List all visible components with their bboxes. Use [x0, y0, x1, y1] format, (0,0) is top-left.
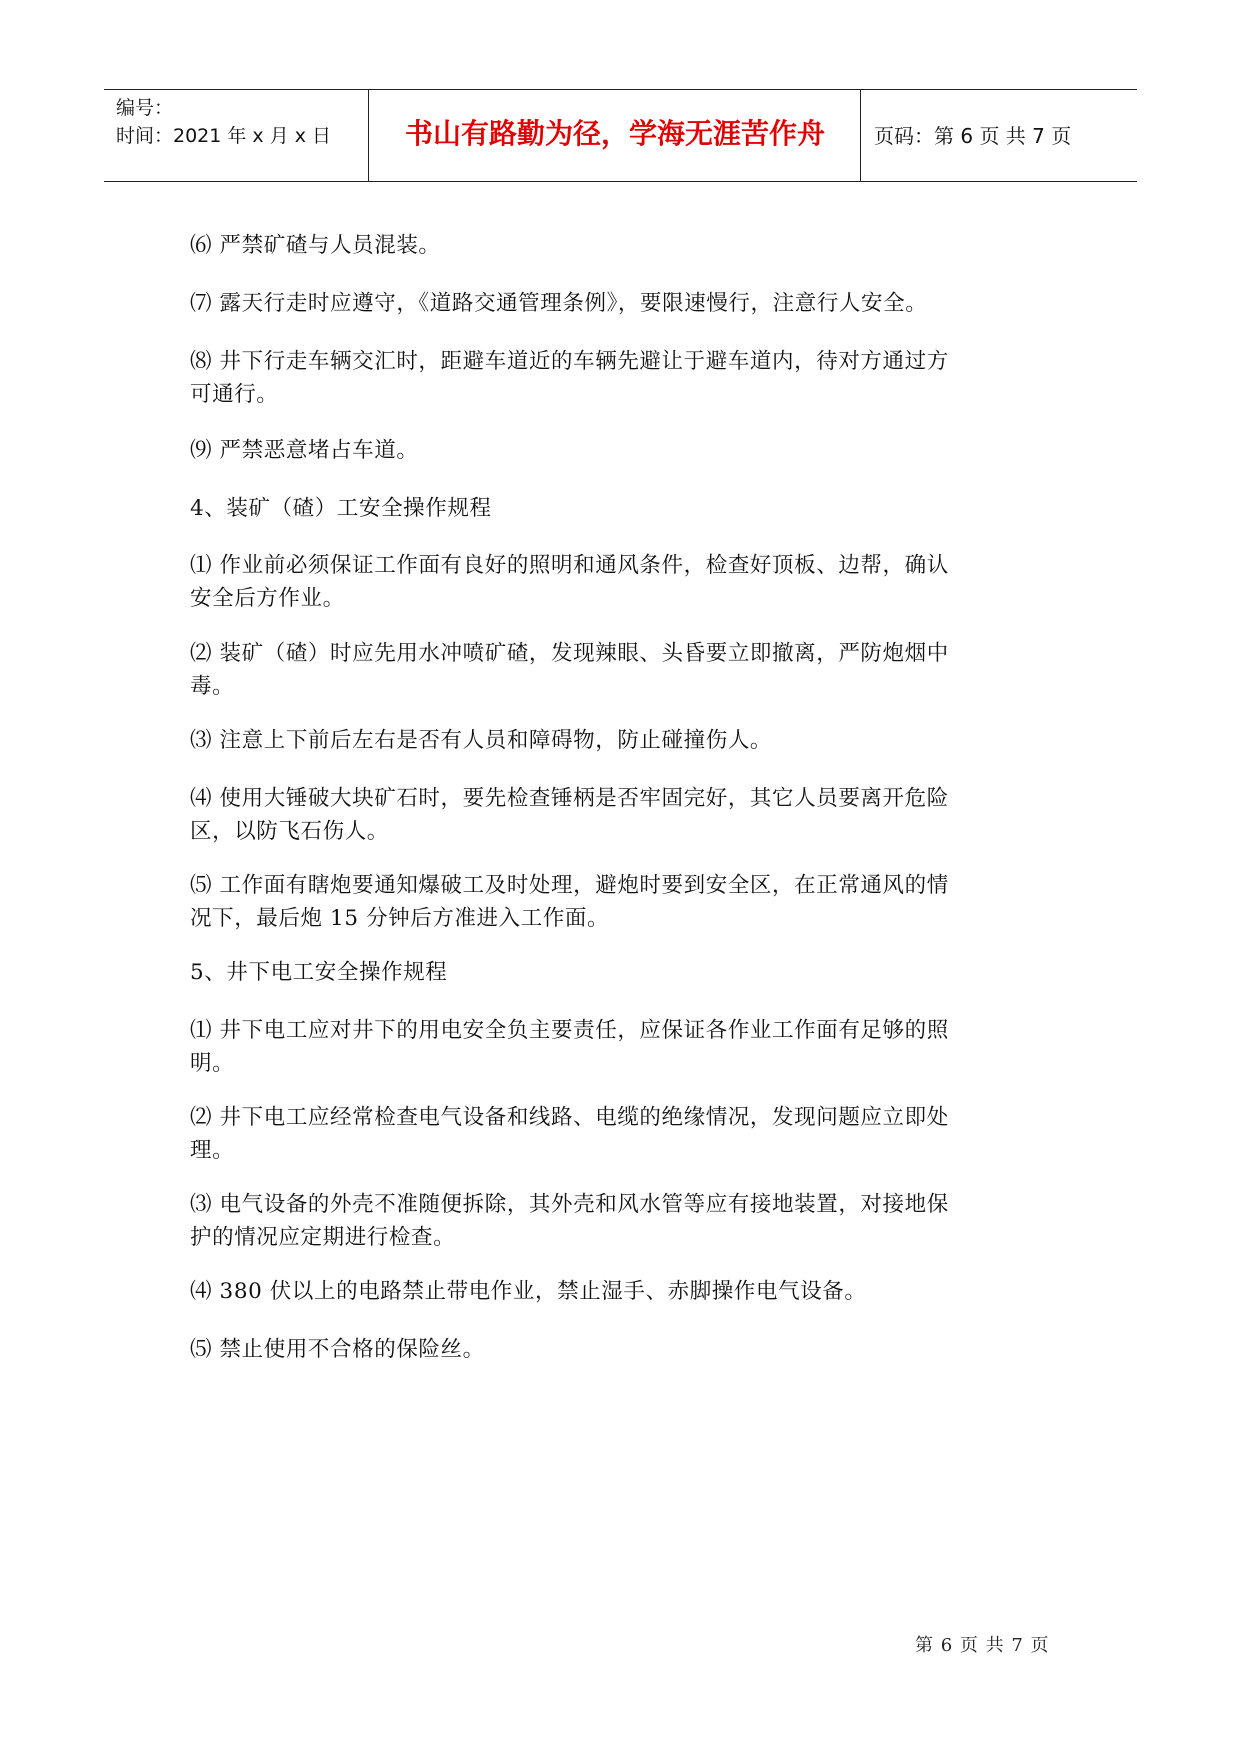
paragraph-line: 5、井下电工安全操作规程: [190, 960, 448, 985]
paragraph: [190, 434, 1060, 467]
paragraph: [190, 1333, 1060, 1366]
header-page-number: 页码：第 6 页 共 7 页: [874, 124, 1072, 148]
document-number-label: 编号：: [116, 97, 174, 119]
paragraph: [190, 229, 1060, 262]
document-time-label: 时间：2021 年 x 月 x 日: [116, 125, 332, 147]
paragraph-line: ⑺ 露天行走时应遵守，《道路交通管理条例》，要限速慢行，注意行人安全。: [190, 291, 928, 316]
section-heading: [190, 492, 1060, 525]
paragraph: [190, 1275, 1060, 1308]
paragraph: [190, 287, 1060, 320]
header-info: [116, 94, 371, 150]
paragraph-line: 护的情况应定期进行检查。: [190, 1225, 456, 1250]
paragraph-line: 可通行。: [190, 382, 279, 407]
page-header: [104, 89, 1137, 182]
paragraph-line: ⑷ 380 伏以上的电路禁止带电作业，禁止湿手、赤脚操作电气设备。: [190, 1279, 867, 1304]
paragraph-line: 安全后方作业。: [190, 586, 345, 611]
paragraph: [190, 869, 1060, 935]
paragraph: [190, 345, 1060, 411]
paragraph-line: ⑴ 作业前必须保证工作面有良好的照明和通风条件，检查好顶板、边帮，确认: [190, 553, 949, 578]
header-divider-left: [368, 90, 369, 181]
paragraph-line: ⑻ 井下行走车辆交汇时，距避车道近的车辆先避让于避车道内，待对方通过方: [190, 349, 949, 374]
paragraph: [190, 549, 1060, 615]
paragraph-line: ⑹ 严禁矿碴与人员混装。: [190, 233, 441, 258]
paragraph-line: ⑵ 装矿（碴）时应先用水冲喷矿碴，发现辣眼、头昏要立即撤离，严防炮烟中: [190, 641, 949, 666]
paragraph-line: ⑸ 禁止使用不合格的保险丝。: [190, 1337, 485, 1362]
paragraph-line: 明。: [190, 1051, 235, 1076]
paragraph: [190, 637, 1060, 703]
paragraph: [190, 1014, 1060, 1080]
paragraph-line: ⑵ 井下电工应经常检查电气设备和线路、电缆的绝缘情况，发现问题应立即处: [190, 1105, 949, 1130]
paragraph-line: ⑸ 工作面有瞎炮要通知爆破工及时处理，避炮时要到安全区，在正常通风的情: [190, 873, 949, 898]
section-heading: [190, 956, 1060, 989]
paragraph: [190, 782, 1060, 848]
paragraph-line: 区，以防飞石伤人。: [190, 819, 389, 844]
paragraph-line: 4、装矿（碴）工安全操作规程: [190, 496, 492, 521]
paragraph: [190, 724, 1060, 757]
paragraph-line: ⑶ 注意上下前后左右是否有人员和障碍物，防止碰撞伤人。: [190, 728, 773, 753]
paragraph: [190, 1101, 1060, 1167]
paragraph-line: ⑶ 电气设备的外壳不准随便拆除，其外壳和风水管等应有接地装置，对接地保: [190, 1192, 949, 1217]
paragraph-line: 况下，最后炮 15 分钟后方准进入工作面。: [190, 906, 610, 931]
page-footer: 第 6 页 共 7 页: [915, 1635, 1050, 1656]
paragraph-line: ⑷ 使用大锤破大块矿石时，要先检查锤柄是否牢固完好，其它人员要离开危险: [190, 786, 949, 811]
paragraph-line: ⑴ 井下电工应对井下的用电安全负主要责任，应保证各作业工作面有足够的照: [190, 1018, 949, 1043]
header-divider-right: [860, 90, 861, 181]
paragraph-line: ⑼ 严禁恶意堵占车道。: [190, 438, 419, 463]
header-motto: 书山有路勤为径，学海无涯苦作舟: [404, 117, 825, 150]
paragraph-line: 理。: [190, 1138, 235, 1163]
paragraph: [190, 1188, 1060, 1254]
paragraph-line: 毒。: [190, 674, 235, 699]
